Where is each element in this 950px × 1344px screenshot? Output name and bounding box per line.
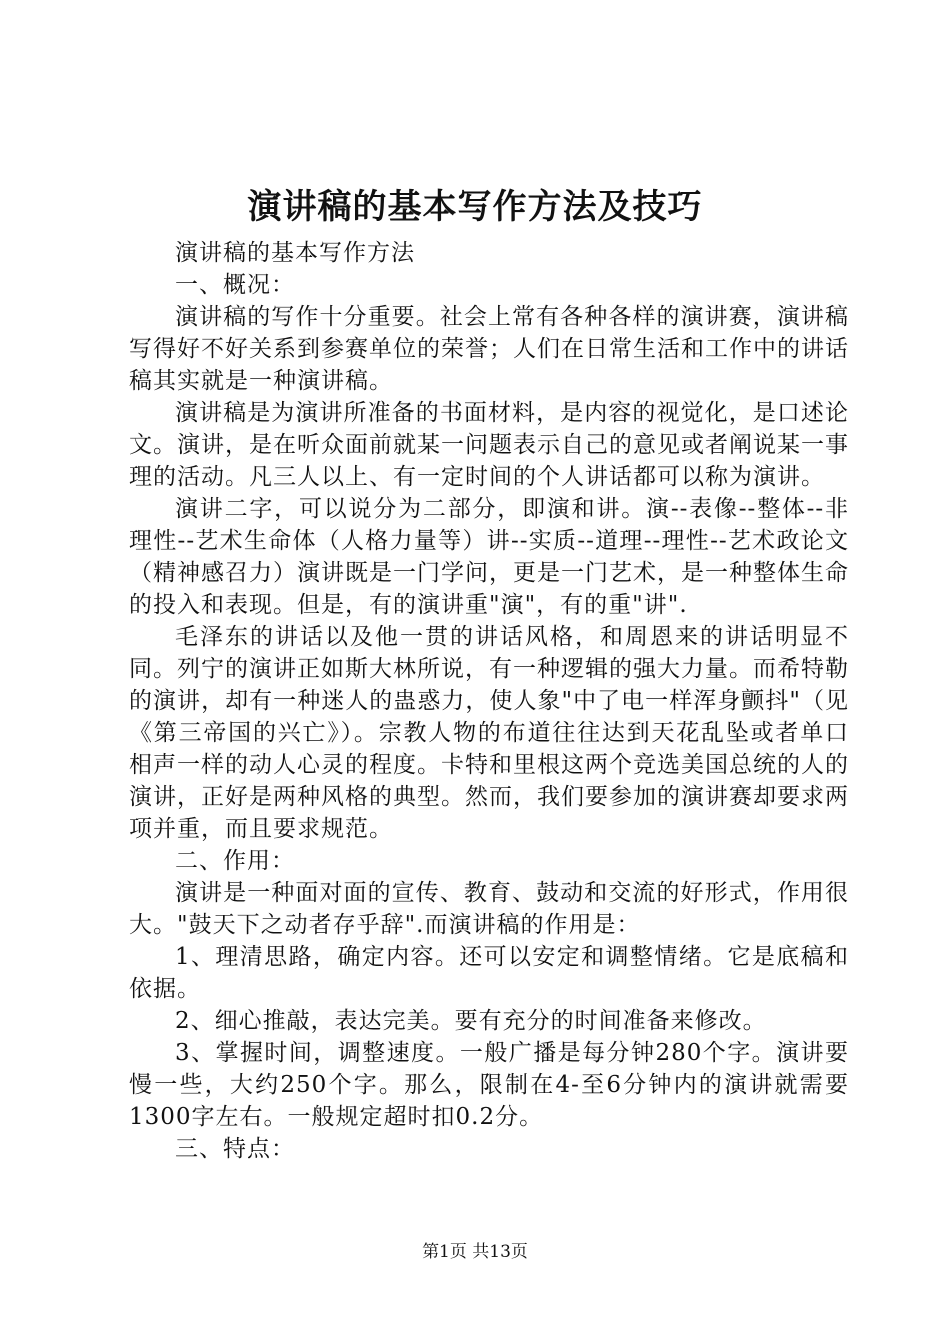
paragraph: 演讲是一种面对面的宣传、教育、鼓动和交流的好形式，作用很大。"鼓天下之动者存乎辞".而演讲稿的作用是： [129, 880, 849, 938]
page-footer: 第1页 共13页 [422, 1242, 528, 1262]
paragraph: 演讲稿是为演讲所准备的书面材料，是内容的视觉化，是口述论文。演讲，是在听众面前就某一问题表示自己的意见或者阐说某一事理的活动。凡三人以上、有一定时间的个人讲话都可以称为演讲。 [129, 400, 849, 490]
paragraph: 演讲稿的写作十分重要。社会上常有各种各样的演讲赛，演讲稿写得好不好关系到参赛单位的荣誉；人们在日常生活和工作中的讲话稿其实就是一种演讲稿。 [129, 304, 849, 394]
paragraph: 毛泽东的讲话以及他一贯的讲话风格，和周恩来的讲话明显不同。列宁的演讲正如斯大林所说，有一种逻辑的强大力量。而希特勒的演讲，却有一种迷人的蛊惑力，使人象"中了电一样浑身颤抖"（见《第三帝国的兴亡》）。宗教人物的布道往往达到天花乱坠或者单口相声一样的动人心灵的程度。卡特和里根这两个竞选美国总统的人的演讲，正好是两种风格的典型。然而，我们要参加的演讲赛却要求两项并重，而且要求规范。 [129, 624, 849, 842]
paragraph: 演讲二字，可以说分为二部分，即演和讲。演--表像--整体--非理性--艺术生命体（人格力量等）讲--实质--道理--理性--艺术政论文（精神感召力）演讲既是一门学问，更是一门艺术，是一种整体生命的投入和表现。但是，有的演讲重"演"，有的重"讲". [129, 496, 849, 618]
list-item: 3、掌握时间，调整速度。一般广播是每分钟280个字。演讲要慢一些，大约250个字。那么，限制在4-至6分钟内的演讲就需要1300字左右。一般规定超时扣0.2分。 [129, 1040, 849, 1130]
list-item: 2、细心推敲，表达完美。要有充分的时间准备来修改。 [175, 1008, 767, 1034]
section-heading-features: 三、特点： [175, 1136, 295, 1162]
section-heading-function: 二、作用： [175, 848, 295, 874]
section-heading-overview: 一、概况： [175, 272, 295, 298]
paragraph-subtitle: 演讲稿的基本写作方法 [175, 240, 415, 266]
list-item: 1、理清思路，确定内容。还可以安定和调整情绪。它是底稿和依据。 [129, 944, 849, 1002]
document-title: 演讲稿的基本写作方法及技巧 [247, 187, 703, 227]
document-body [129, 237, 849, 1165]
